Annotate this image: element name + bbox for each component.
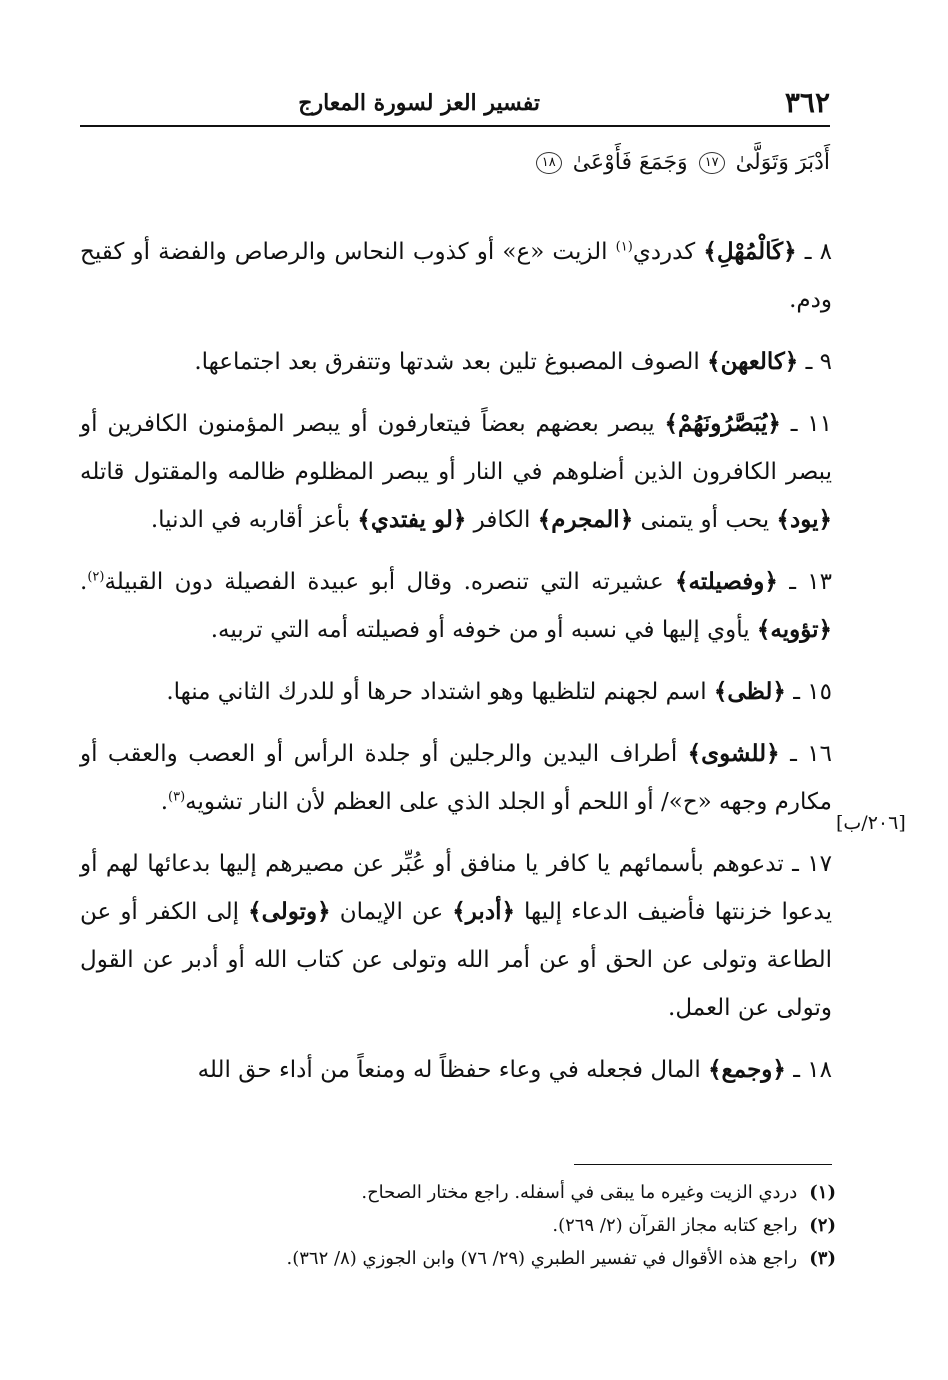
page-number: ٣٦٢ [784,86,830,119]
entry-text: الكافر [466,507,538,533]
entry-number: ١١ ـ [790,411,832,437]
quranic-term: ﴿يُبَصَّرُونَهُمْ﴾ [664,410,781,437]
entry-text: بأعز أقاربه في الدنيا. [150,507,358,533]
footnote-2 [80,1209,836,1242]
entry-text: الصوف المصبوغ تلين بعد شدتها وتتفرق بعد اجتماعها. [194,349,708,375]
footnote-number: (٢) [809,1215,836,1236]
quranic-term: ﴿لظى﴾ [713,678,786,705]
quranic-term: ﴿وتولى﴾ [248,898,331,925]
entry-text: يحب أو يتمنى [633,507,777,533]
quranic-term: ﴿يود﴾ [776,506,832,533]
page-header [80,86,830,126]
quranic-term: ﴿تؤويه﴾ [756,616,832,643]
quranic-term: ﴿كالعهن﴾ [707,348,799,375]
entry-15 [80,668,832,716]
entry-16 [80,730,832,826]
entry-number: ٨ ـ [804,239,832,265]
entry-number: ٩ ـ [805,349,832,375]
entry-text: كدردي [632,239,704,265]
entry-number: ١٣ ـ [789,569,832,595]
quranic-term: ﴿لو يفتدي﴾ [357,506,467,533]
entry-9 [80,338,832,386]
entry-17 [80,840,832,1032]
ayah-number-marker: ١٧ [699,152,725,174]
entry-13 [80,558,832,654]
header-rule [80,125,830,127]
footnote-ref: (٣) [168,789,186,805]
verse-text-1: أَدْبَرَ وَتَوَلَّىٰ [735,150,830,175]
entry-number: ١٧ ـ [792,851,832,877]
footnote-ref: (١) [615,239,633,255]
entry-text: . [80,569,88,595]
quranic-term: ﴿أدبر﴾ [452,898,515,925]
running-title: تفسير العز لسورة المعارج [298,90,540,116]
quran-verse [490,150,830,175]
ayah-number-marker: ١٨ [536,152,562,174]
footnote-number: (٣) [809,1248,836,1269]
quranic-term: ﴿وجمع﴾ [708,1056,786,1083]
entry-number: ١٦ ـ [790,741,833,767]
entry-text: الزيت «ع» أو كذوب النحاس والرصاص والفضة أو كقيح ودم. [80,239,832,313]
entry-text: اسم لجهنم لتلظيها وهو اشتداد حرها أو للدرك الثاني منها. [166,679,714,705]
entry-text: يبصر بعضهم بعضاً فيتعارفون أو يبصر المؤمنون الكافرين أو يبصر الكافرون الذين أضلوهم في النار أو يبصر المظلوم ظالمه والمقتول قاتله [80,411,832,485]
quranic-term: ﴿للشوى﴾ [687,740,780,767]
footnote-text: دردي الزيت وغيره ما يبقى في أسفله. راجع مختار الصحاح. [361,1182,798,1203]
footnotes [80,1176,836,1275]
quranic-term: ﴿وفصيلته﴾ [675,568,778,595]
manuscript-folio-marker: [٢٠٦/ب] [836,812,906,834]
quranic-term: ﴿كَالْمُهْلِ﴾ [703,238,797,265]
entry-text: يأوي إليها في نسبه أو من خوفه أو فصيلته أمه التي تربيه. [210,617,757,643]
entry-number: ١٨ ـ [793,1057,832,1083]
entry-18 [80,1046,832,1094]
entry-8 [80,228,832,324]
verse-text-2: وَجَمَعَ فَأَوْعَىٰ [572,150,688,175]
entry-11 [80,400,832,544]
footnote-text: راجع كتابه مجاز القرآن (٢/ ٢٦٩). [552,1215,798,1236]
footnote-number: (١) [809,1182,836,1203]
entry-text: المال فجعله في وعاء حفظاً له ومنعاً من أداء حق الله [197,1057,709,1083]
entry-text: أطراف اليدين والرجلين أو جلدة الرأس أو العصب والعقب أو مكارم وجهه «ح»/ أو اللحم أو الجلد الذي على العظم لأن النار تشويه [80,741,832,815]
footnote-separator [574,1164,832,1165]
entry-text: . [160,789,169,815]
footnote-text: راجع هذه الأقوال في تفسير الطبري (٢٩/ ٧٦) وابن الجوزي (٨/ ٣٦٢). [286,1248,798,1269]
footnote-ref: (٢) [87,569,105,585]
footnote-3 [80,1242,836,1275]
commentary-body [80,228,832,1108]
footnote-1 [80,1176,836,1209]
entry-text: إلى الكفر أو عن الطاعة وتولى عن الحق أو عن أمر الله وتولى عن كتاب الله أو أدبر عن القول وتولى عن العمل. [80,899,832,1021]
entry-text: عشيرته التي تنصره. وقال أبو عبيدة الفصيلة دون القبيلة [104,569,676,595]
entry-text: تدعوهم بأسمائهم يا كافر يا منافق أو عُبِّر عن مصيرهم إليها بدعائها لهم أو يدعوا خزنتها فأضيف الدعاء إليها [80,851,832,925]
entry-text: عن الإيمان [330,899,453,925]
quranic-term: ﴿المجرم﴾ [537,506,634,533]
entry-number: ١٥ ـ [793,679,832,705]
